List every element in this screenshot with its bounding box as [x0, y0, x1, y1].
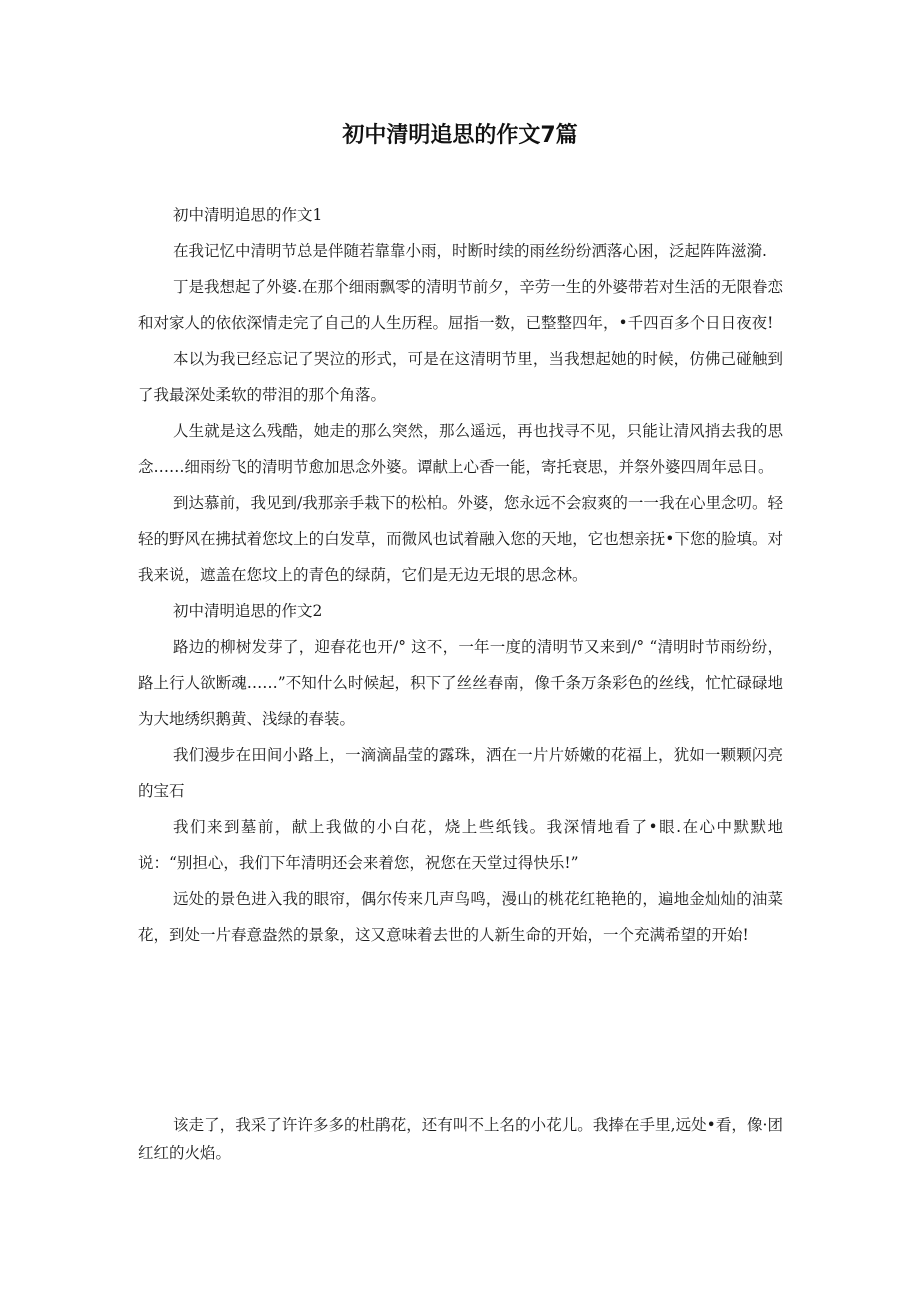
- document-title: 初中清明追思的作文7篇: [342, 123, 578, 148]
- document-body: [138, 197, 783, 953]
- paragraph: 到达慕前，我见到/我那亲手栽下的松柏。外婆，您永远不会寂爽的一一我在心里念叨。轻轻的野风在拂拭着您坟上的白发草，而微风也试着融入您的天地，它也想亲抚•下您的脸填。对我来说，遮盖在您坟上的青色的绿荫，它们是无边无垠的思念林。: [138, 494, 783, 584]
- paragraph: 我们漫步在田间小路上，一滴滴晶莹的露珠，洒在一片片娇嫩的花福上，犹如一颗颗闪亮的宝石: [138, 746, 783, 800]
- section-heading-1: 初中清明追思的作文1: [173, 206, 323, 224]
- closing-block: [138, 1111, 783, 1167]
- paragraph: 本以为我已经忘记了哭泣的形式，可是在这清明节里，当我想起她的时候，仿佛己碰触到了我最深处柔软的带泪的那个角落。: [138, 350, 783, 404]
- paragraph: 在我记忆中清明节总是伴随若靠靠小雨，时断时续的雨丝纷纷洒落心困，泛起阵阵滋漪.: [173, 242, 767, 260]
- paragraph: 路边的柳树发芽了，迎春花也开/° 这不，一年一度的清明节又来到/° “清明时节雨纷纷，路上行人欲断魂……”不知什么时候起，积下了丝丝春南，像千条万条彩色的丝线，忙忙碌碌地为大地绣织鹅黄、浅绿的春装。: [138, 638, 783, 728]
- closing-paragraph: 该走了，我采了许许多多的杜鹃花，还有叫不上名的小花儿。我捧在手里,远处•看，像·团红红的火焰。: [138, 1116, 783, 1162]
- paragraph: 人生就是这么残酷，她走的那么突然，那么遥远，再也找寻不见，只能让清风捎去我的思念……细雨纷飞的清明节愈加思念外婆。谭献上心香一能，寄托衰思，并祭外婆四周年忌日。: [138, 422, 783, 476]
- paragraph: 我们来到墓前，献上我做的小白花，烧上些纸钱。我深情地看了•眼.在心中默默地说：“别担心，我们下年清明还会来着您，祝您在天堂过得快乐!”: [138, 818, 783, 872]
- paragraph: 丁是我想起了外婆.在那个细雨飘零的清明节前夕，辛劳一生的外婆带若对生活的无限眷恋和对家人的依依深情走完了自己的人生历程。屈指一数，已整整四年，•千四百多个日日夜夜!: [138, 278, 783, 332]
- paragraph: 远处的景色进入我的眼帘，偶尔传来几声鸟鸣，漫山的桃花红艳艳的，遍地金灿灿的油菜花，到处一片春意盎然的景象，这又意味着去世的人新生命的开始，一个充满希望的开始!: [138, 890, 783, 944]
- section-heading-2: 初中清明追思的作文2: [173, 602, 323, 620]
